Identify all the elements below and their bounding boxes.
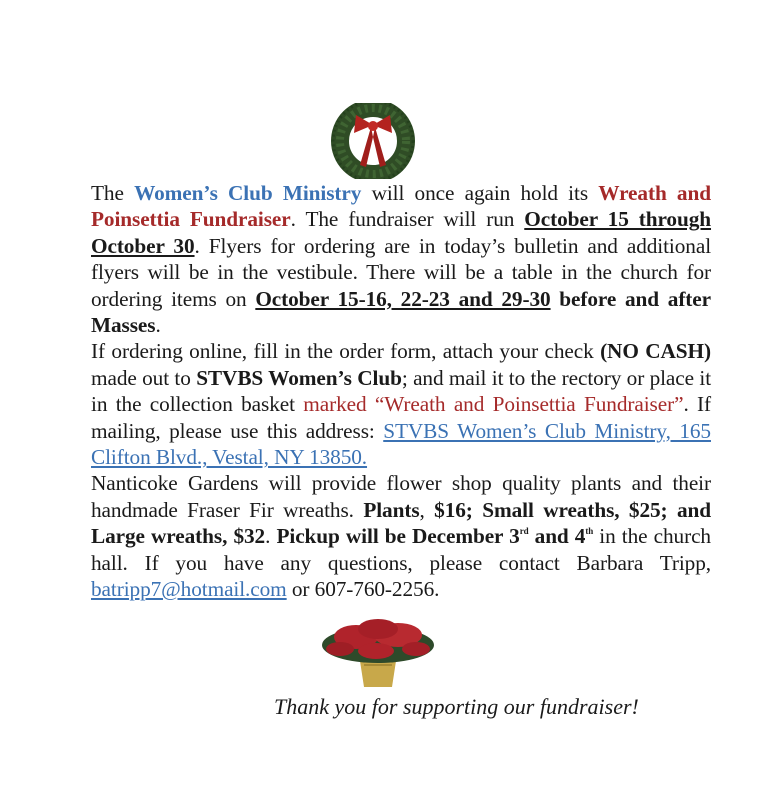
text: . Flyers for ordering are in today’s bulletin and additional flyers will be in the vestibule. There will be a table in the church for ordering items on [91,233,712,311]
text: ; and mail it to the rectory or place it in the collection basket [91,365,712,417]
envelope-marking: marked “Wreath and Poinsettia Fundraiser” [303,392,684,417]
text: Nanticoke Gardens will provide flower shop quality plants and their handmade Fraser Fir wreaths. [91,471,711,522]
wreath-icon [328,103,418,179]
text: . If mailing, please use this address: [91,392,712,443]
paragraph-ordering [91,338,711,470]
announcement-body [91,180,711,603]
paragraph-intro [91,180,711,338]
pickup-text: and 4 [528,524,586,549]
text: or 607-760-2256. [286,577,440,602]
text: . [265,524,277,549]
thank-you-message: Thank you for supporting our fundraiser! [274,694,639,719]
no-cash-note: (NO CASH) [600,339,711,364]
text: . The fundraiser will run [290,207,525,232]
text: The [91,181,135,205]
payee: STVBS Women’s Club [196,365,402,390]
paragraph-details [91,470,711,602]
ordinal: rd [519,526,529,537]
email-link[interactable]: batripp7@hotmail.com [91,577,287,602]
table-dates: October 15-16, 22-23 and 29-30 [255,286,551,311]
text: . [155,313,161,338]
prices: $16; Small wreaths, $25; and Large wreaths, $32 [91,497,711,549]
text: in the church hall. If you have any questions, please contact Barbara Tripp, [91,524,711,575]
fundraiser-dates: October 15 through October 30 [91,207,712,258]
text: , [419,497,435,522]
mailing-address-link[interactable]: STVBS Women’s Club Ministry, 165 Clifton Blvd., Vestal, NY 13850. [91,418,711,470]
plants-label: Plants [363,497,420,522]
event-name: Wreath and Poinsettia Fundraiser [91,181,711,232]
text: made out to [91,365,197,390]
ordinal: th [585,526,594,537]
table-times: before and after Masses [91,286,712,338]
poinsettia-icon [316,615,440,689]
text: will once again hold its [361,181,599,205]
pickup-info [276,524,593,548]
pickup-text: Pickup will be December 3 [276,524,520,549]
text: If ordering online, fill in the order form, attach your check [91,339,601,364]
club-name: Women’s Club Ministry [134,181,362,205]
